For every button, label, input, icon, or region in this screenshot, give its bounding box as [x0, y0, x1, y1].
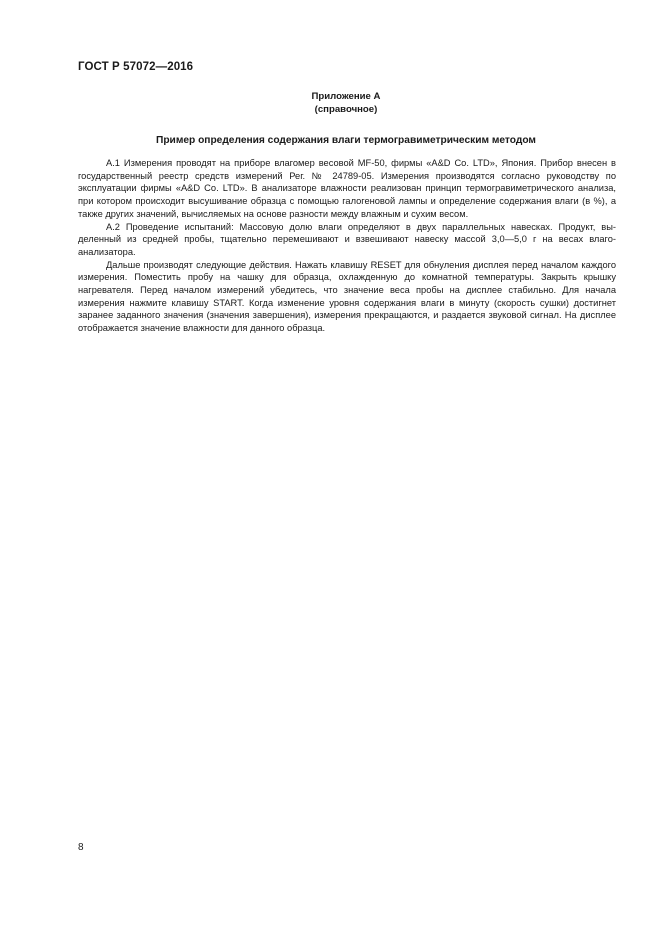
- document-code: ГОСТ Р 57072—2016: [78, 61, 194, 73]
- body-text: [78, 157, 616, 335]
- paragraph-a2: А.2 Проведение испытаний: Массовую долю влаги определяют в двух параллельных навесках. Продукт, выделенный из средней пробы, тщательно перемешивают и взвешивают навеску массой 3,0—5,0 г на весах влагоанализатора.: [78, 221, 616, 257]
- appendix-title: Приложение А: [311, 91, 381, 102]
- page-number: 8: [78, 842, 84, 853]
- paragraph-a1: А.1 Измерения проводят на приборе влагомер весовой MF-50, фирмы «A&D Co. LTD», Япония. Прибор внесен в государственный реестр средств измерений Рег. № 24789-05. Измерения производятся согласно руководству по эксплуатации фирмы «A&D Co. LTD». В анализаторе влажности реализован принцип термогравиметрического анализа, при котором происходит высушивание образца с помощью галогеновой лампы и определение содержания влаги (в %), а также других значений, вычисляемых на основе разности между влажным и сухим весом.: [78, 158, 616, 219]
- paragraph-procedure: Дальше производят следующие действия. Нажать клавишу RESET для обнуления дисплея перед началом каждого измерения. Поместить пробу на чашку для образца, охлажденную до комнатной температуры. Закрыть крышку нагревателя. Перед началом измерений убедитесь, что значение веса пробы на дисплее стабильно. Для начала измерения нажмите клавишу START. Когда изменение уровня содержания влаги в минуту (скорость сушки) достигнет заранее заданного значения (значения завершения), измерения прекращаются, и раздается звуковой сигнал. На дисплее отображается значение влажности для данного образца.: [78, 259, 616, 334]
- appendix-note: (справочное): [314, 104, 378, 115]
- section-title: Пример определения содержания влаги термогравиметрическим методом: [156, 135, 536, 146]
